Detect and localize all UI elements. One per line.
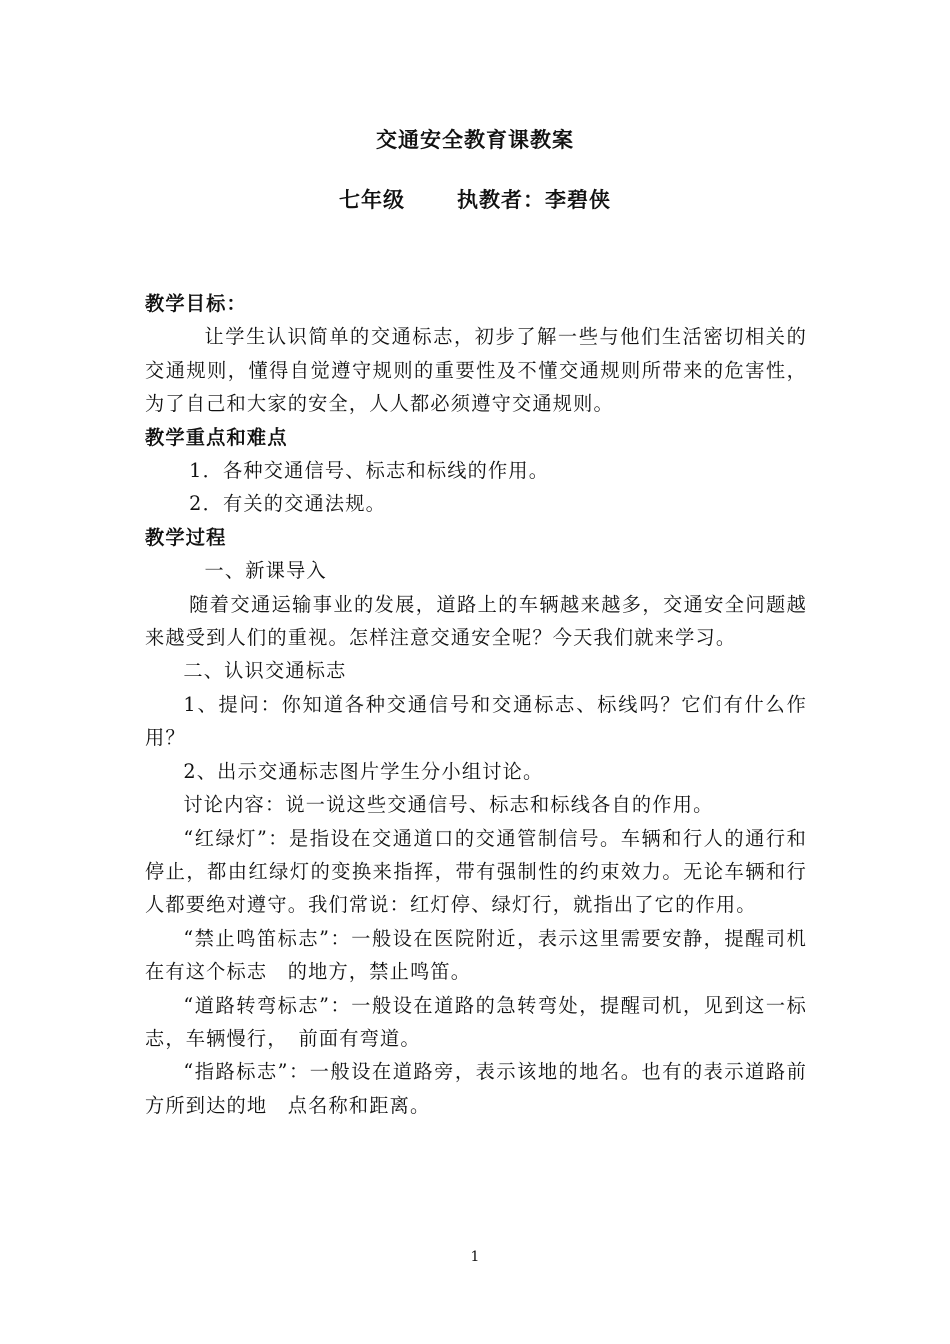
curve-sign-paragraph: “道路转弯标志”：一般设在道路的急转弯处，提醒司机，见到这一标志，车辆慢行， 前面有弯道。 [145, 993, 807, 1050]
key-point-2: 2．有关的交通法规。 [189, 492, 387, 516]
no-horn-paragraph: “禁止鸣笛标志”：一般设在医院附近，表示这里需要安静，提醒司机在有这个标志 的地方，禁止鸣笛。 [145, 926, 807, 984]
traffic-light-paragraph: “红绿灯”：是指设在交通道口的交通管制信号。车辆和行人的通行和停止，都由红绿灯的变换来指挥，带有强制性的约束效力。无论车辆和行人都要绝对遵守。我们常说：红灯停、绿灯行，就指出了它的作用。 [145, 826, 807, 917]
grade-label: 七年级 [339, 187, 405, 212]
document-body [145, 287, 807, 1122]
process-heading: 教学过程 [145, 525, 227, 549]
part2-question-2: 2、出示交通标志图片学生分小组讨论。 [183, 759, 544, 783]
part2-heading: 二、认识交通标志 [183, 659, 347, 683]
goal-heading: 教学目标： [145, 292, 247, 315]
page-title: 交通安全教育课教案 [376, 127, 574, 152]
part2-question-1: 1、提问：你知道各种交通信号和交通标志、标线吗？它们有什么作用？ [145, 692, 807, 750]
part1-paragraph: 随着交通运输事业的发展，道路上的车辆越来越多，交通安全问题越来越受到人们的重视。怎样注意交通安全呢？今天我们就来学习。 [145, 592, 807, 650]
goal-paragraph: 让学生认识简单的交通标志，初步了解一些与他们生活密切相关的交通规则，懂得自觉遵守规则的重要性及不懂交通规则所带来的危害性，为了自己和大家的安全，人人都必须遵守交通规则。 [145, 325, 807, 416]
key-points-heading: 教学重点和难点 [145, 425, 288, 449]
subtitle [0, 184, 950, 214]
part1-heading: 一、新课导入 [204, 559, 327, 583]
direction-sign-paragraph: “指路标志”：一般设在道路旁，表示该地的地名。也有的表示道路前方所到达的地 点名称和距离。 [145, 1060, 807, 1117]
discussion-paragraph: 讨论内容：说一说这些交通信号、标志和标线各自的作用。 [183, 793, 714, 817]
page-number: 1 [470, 1249, 480, 1265]
teacher-label: 执教者：李碧侠 [457, 187, 611, 212]
key-point-1: 1．各种交通信号、标志和标线的作用。 [189, 459, 550, 483]
